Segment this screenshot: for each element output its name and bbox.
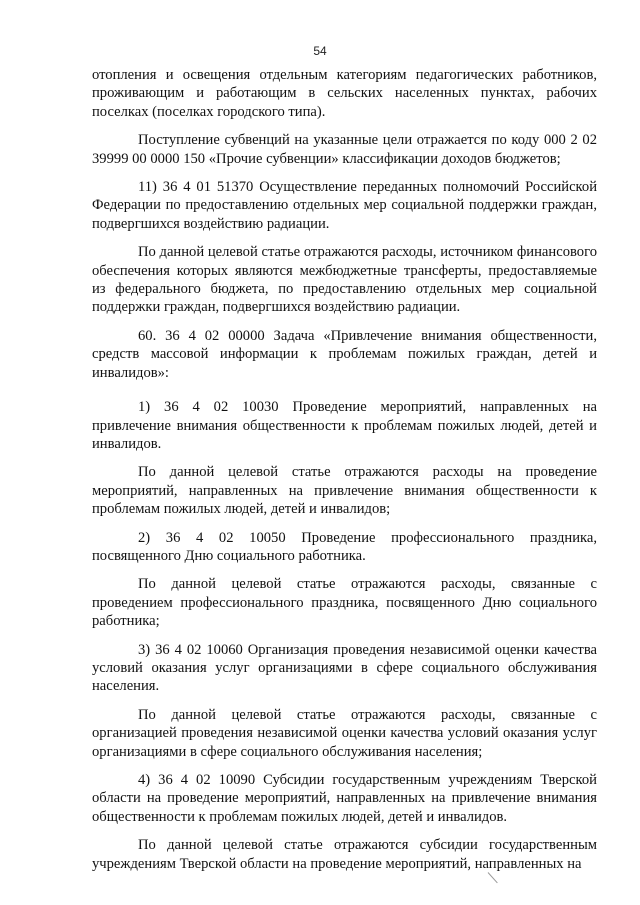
paragraph-item-11-description: По данной целевой статье отражаются расходы, источником финансового обеспечения которых являются межбюджетные трансферты, предоставляемые из федерального бюджета, по предоставлению отдельных мер социальной поддержки граждан, подвергшихся воздействию радиации.	[92, 244, 597, 316]
paragraph-section-60: 60. 36 4 02 00000 Задача «Привлечение внимания общественности, средств массовой информации к проблемам пожилых граждан, детей и инвалидов»:	[92, 327, 597, 381]
page-number: 54	[313, 44, 327, 58]
paragraph-item-3-description: По данной целевой статье отражаются расходы, связанные с организацией проведения независимой оценки качества условий оказания услуг организациями в сфере социального обслуживания населения;	[92, 706, 597, 760]
paragraph-item-1: 1) 36 4 02 10030 Проведение мероприятий, направленных на привлечение внимания общественности к проблемам пожилых людей, детей и инвалидов.	[92, 399, 597, 452]
paragraph-item-4-description: По данной целевой статье отражаются субсидии государственным учреждениям Тверской области на проведение мероприятий, направленных на	[92, 837, 597, 872]
paragraph-item-4: 4) 36 4 02 10090 Субсидии государственным учреждениям Тверской области на проведение мероприятий, направленных на привлечение внимания общественности к проблемам пожилых людей, детей и инвалидов.	[92, 772, 597, 825]
paragraph-item-2: 2) 36 4 02 10050 Проведение профессионального праздника, посвященного Дню социального работника.	[92, 529, 597, 564]
paragraph-continuation: отопления и освещения отдельным категориям педагогических работников, проживающим и работающим в сельских населенных пунктах, рабочих поселках (поселках городского типа).	[92, 67, 597, 120]
document-body	[92, 66, 597, 883]
paragraph-item-2-description: По данной целевой статье отражаются расходы, связанные с проведением профессионального праздника, посвященного Дню социального работника;	[92, 576, 597, 630]
paragraph-subvention-code: Поступление субвенций на указанные цели отражается по коду 000 2 02 39999 00 0000 150 «Прочие субвенции» классификации доходов бюджетов;	[92, 132, 597, 167]
paragraph-item-3: 3) 36 4 02 10060 Организация проведения независимой оценки качества условий оказания услуг организациями в сфере социального обслуживания населения.	[92, 641, 597, 695]
paragraph-item-1-description: По данной целевой статье отражаются расходы на проведение мероприятий, направленных на привлечение внимания общественности к проблемам пожилых людей, детей и инвалидов;	[92, 464, 597, 518]
paragraph-item-11: 11) 36 4 01 51370 Осуществление переданных полномочий Российской Федерации по предоставлению отдельных мер социальной поддержки граждан, подвергшихся воздействию радиации.	[92, 179, 597, 232]
